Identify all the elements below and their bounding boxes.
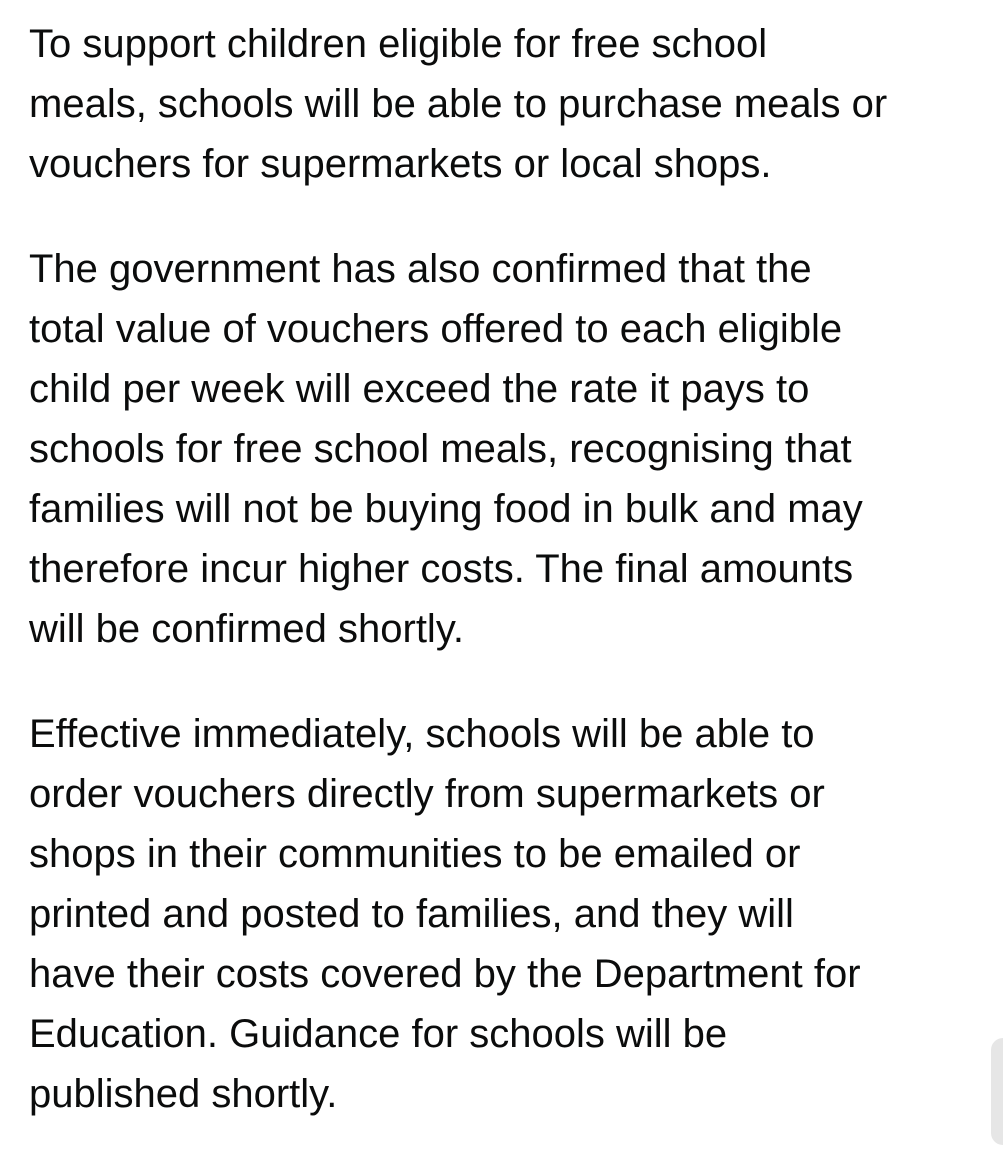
text-line: printed and posted to families, and they will bbox=[29, 892, 794, 936]
text-line: To support children eligible for free school bbox=[29, 22, 768, 66]
text-line: child per week will exceed the rate it pays to bbox=[29, 367, 810, 411]
text-line: published shortly. bbox=[29, 1072, 338, 1116]
text-line: Education. Guidance for schools will be bbox=[29, 1012, 728, 1056]
text-line: total value of vouchers offered to each eligible bbox=[29, 307, 843, 351]
text-line: meals, schools will be able to purchase meals or bbox=[29, 82, 888, 126]
article-body bbox=[29, 14, 1003, 1169]
text-line: The government has also confirmed that the bbox=[29, 247, 812, 291]
text-line: schools for free school meals, recognising that bbox=[29, 427, 852, 471]
paragraph-school-meals bbox=[29, 14, 1003, 194]
text-line: order vouchers directly from supermarkets or bbox=[29, 772, 825, 816]
text-line: Effective immediately, schools will be able to bbox=[29, 712, 815, 756]
scrollbar-handle[interactable] bbox=[991, 1038, 1003, 1145]
text-line: shops in their communities to be emailed or bbox=[29, 832, 801, 876]
paragraph-voucher-value bbox=[29, 239, 1003, 659]
text-line: have their costs covered by the Department for bbox=[29, 952, 861, 996]
text-line: families will not be buying food in bulk and may bbox=[29, 487, 863, 531]
paragraph-ordering-vouchers bbox=[29, 704, 1003, 1124]
text-line: therefore incur higher costs. The final amounts bbox=[29, 547, 854, 591]
text-line: vouchers for supermarkets or local shops. bbox=[29, 142, 772, 186]
text-line: will be confirmed shortly. bbox=[29, 607, 464, 651]
